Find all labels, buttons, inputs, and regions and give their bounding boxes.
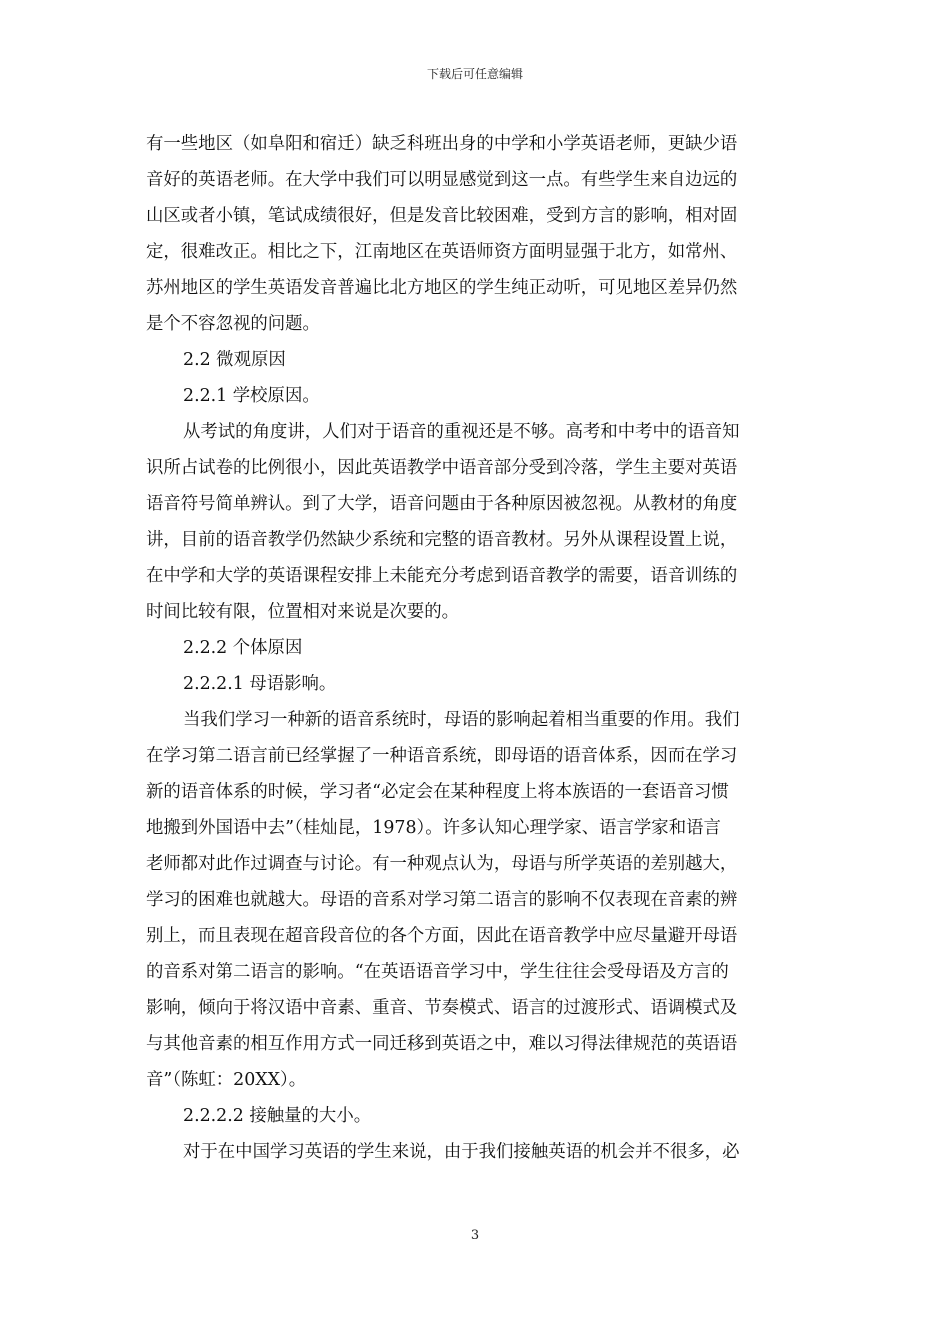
section-heading: 2.2.1 学校原因。	[183, 386, 320, 406]
text-line: 是个不容忽视的问题。	[146, 314, 320, 334]
text-line: 苏州地区的学生英语发音普遍比北方地区的学生纯正动听，可见地区差异仍然	[146, 278, 738, 298]
text-line: 山区或者小镇，笔试成绩很好，但是发音比较困难，受到方言的影响，相对固	[146, 206, 738, 226]
text-line: 有一些地区（如阜阳和宿迁）缺乏科班出身的中学和小学英语老师，更缺少语	[146, 134, 738, 154]
document-body	[146, 126, 806, 1170]
text-line: 学习的困难也就越大。母语的音系对学习第二语言的影响不仅表现在音素的辨	[146, 890, 738, 910]
text-line: 语音符号简单辨认。到了大学，语音问题由于各种原因被忽视。从教材的角度	[146, 494, 738, 514]
header-note: 下载后可任意编辑	[426, 67, 523, 81]
text-line: 在学习第二语言前已经掌握了一种语音系统，即母语的语音体系，因而在学习	[146, 746, 738, 766]
section-heading: 2.2.2.1 母语影响。	[183, 674, 337, 694]
paragraph-first-line: 对于在中国学习英语的学生来说，由于我们接触英语的机会并不很多，必	[183, 1142, 740, 1162]
text-line: 新的语音体系的时候，学习者“必定会在某种程度上将本族语的一套语音习惯	[146, 782, 729, 802]
text-line: 识所占试卷的比例很小，因此英语教学中语音部分受到冷落，学生主要对英语	[146, 458, 738, 478]
text-line: 音”（陈虹：20XX）。	[146, 1070, 307, 1090]
text-line: 在中学和大学的英语课程安排上未能充分考虑到语音教学的需要，语音训练的	[146, 566, 738, 586]
section-heading: 2.2.2 个体原因	[183, 638, 303, 658]
section-heading: 2.2.2.2 接触量的大小。	[183, 1106, 372, 1126]
section-heading: 2.2 微观原因	[183, 350, 286, 370]
text-line: 讲，目前的语音教学仍然缺少系统和完整的语音教材。另外从课程设置上说，	[146, 530, 738, 550]
text-line: 老师都对此作过调查与讨论。有一种观点认为，母语与所学英语的差别越大，	[146, 854, 738, 874]
text-line: 别上，而且表现在超音段音位的各个方面，因此在语音教学中应尽量避开母语	[146, 926, 738, 946]
paragraph-first-line: 当我们学习一种新的语音系统时，母语的影响起着相当重要的作用。我们	[183, 710, 740, 730]
text-line: 定，很难改正。相比之下，江南地区在英语师资方面明显强于北方，如常州、	[146, 242, 738, 262]
text-line: 的音系对第二语言的影响。“在英语语音学习中，学生往往会受母语及方言的	[146, 962, 729, 982]
text-line: 影响，倾向于将汉语中音素、重音、节奏模式、语言的过渡形式、语调模式及	[146, 998, 738, 1018]
text-line: 地搬到外国语中去”（桂灿昆，1978）。许多认知心理学家、语言学家和语言	[146, 818, 721, 838]
text-line: 音好的英语老师。在大学中我们可以明显感觉到这一点。有些学生来自边远的	[146, 170, 738, 190]
text-line: 时间比较有限，位置相对来说是次要的。	[146, 602, 460, 622]
page-number: 3	[470, 1228, 480, 1243]
text-line: 与其他音素的相互作用方式一同迁移到英语之中，难以习得法律规范的英语语	[146, 1034, 738, 1054]
paragraph-first-line: 从考试的角度讲，人们对于语音的重视还是不够。高考和中考中的语音知	[183, 422, 740, 442]
